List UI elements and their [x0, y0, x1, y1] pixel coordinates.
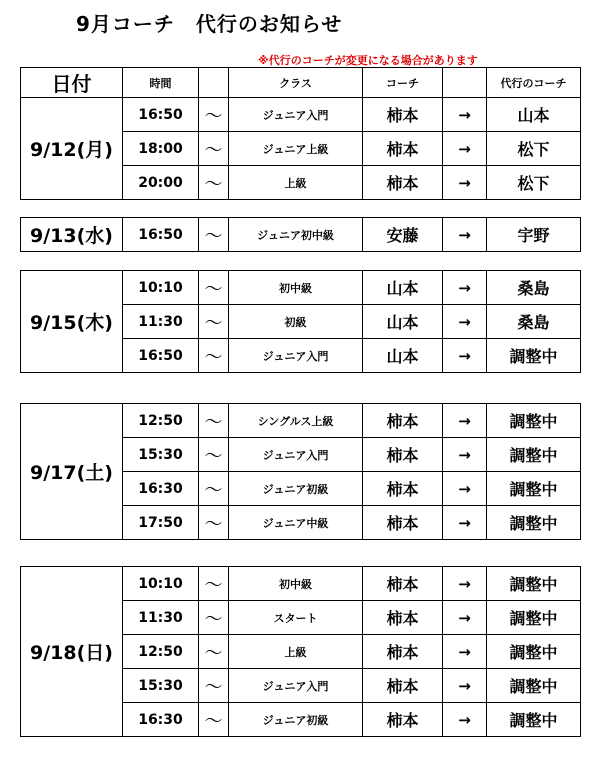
tilde-cell: 〜 — [199, 305, 229, 339]
tilde-cell: 〜 — [199, 132, 229, 166]
coach-cell: 柿本 — [363, 601, 443, 635]
tilde-cell: 〜 — [199, 98, 229, 132]
tilde-cell: 〜 — [199, 472, 229, 506]
time-cell: 15:30 — [123, 669, 199, 703]
arrow-cell: → — [443, 601, 487, 635]
time-cell: 12:50 — [123, 404, 199, 438]
substitute-cell: 桑島 — [487, 305, 581, 339]
time-cell: 17:50 — [123, 506, 199, 540]
arrow-cell: → — [443, 669, 487, 703]
time-cell: 16:30 — [123, 703, 199, 737]
class-cell: 上級 — [229, 635, 363, 669]
class-cell: ジュニア初中級 — [229, 218, 363, 252]
coach-cell: 柿本 — [363, 438, 443, 472]
time-cell: 10:10 — [123, 271, 199, 305]
header-substitute: 代行のコーチ — [487, 68, 581, 98]
tilde-cell: 〜 — [199, 271, 229, 305]
arrow-cell: → — [443, 339, 487, 373]
arrow-cell: → — [443, 472, 487, 506]
header-row — [21, 68, 581, 98]
arrow-cell: → — [443, 506, 487, 540]
arrow-cell: → — [443, 404, 487, 438]
day-table — [20, 270, 581, 373]
tilde-cell: 〜 — [199, 339, 229, 373]
substitute-cell: 桑島 — [487, 271, 581, 305]
tilde-cell: 〜 — [199, 506, 229, 540]
arrow-cell: → — [443, 703, 487, 737]
substitute-cell: 松下 — [487, 166, 581, 200]
header-coach: コーチ — [363, 68, 443, 98]
arrow-cell: → — [443, 166, 487, 200]
time-cell: 16:50 — [123, 339, 199, 373]
class-cell: ジュニア入門 — [229, 98, 363, 132]
time-cell: 11:30 — [123, 601, 199, 635]
class-cell: 初中級 — [229, 271, 363, 305]
table-row — [21, 98, 581, 132]
arrow-cell: → — [443, 132, 487, 166]
substitute-cell: 調整中 — [487, 635, 581, 669]
time-cell: 12:50 — [123, 635, 199, 669]
header-tilde-blank — [199, 68, 229, 98]
tilde-cell: 〜 — [199, 218, 229, 252]
tilde-cell: 〜 — [199, 404, 229, 438]
coach-cell: 柿本 — [363, 567, 443, 601]
time-cell: 10:10 — [123, 567, 199, 601]
tilde-cell: 〜 — [199, 669, 229, 703]
time-cell: 16:50 — [123, 98, 199, 132]
date-cell: 9/12(月) — [21, 98, 123, 200]
tilde-cell: 〜 — [199, 438, 229, 472]
substitute-cell: 調整中 — [487, 567, 581, 601]
coach-cell: 山本 — [363, 305, 443, 339]
arrow-cell: → — [443, 98, 487, 132]
arrow-cell: → — [443, 635, 487, 669]
table-row — [21, 271, 581, 305]
class-cell: ジュニア入門 — [229, 669, 363, 703]
arrow-cell: → — [443, 567, 487, 601]
arrow-cell: → — [443, 218, 487, 252]
class-cell: スタート — [229, 601, 363, 635]
coach-cell: 柿本 — [363, 506, 443, 540]
class-cell: シングルス上級 — [229, 404, 363, 438]
substitute-cell: 調整中 — [487, 339, 581, 373]
class-cell: ジュニア初級 — [229, 703, 363, 737]
coach-cell: 山本 — [363, 271, 443, 305]
header-date: 日付 — [21, 68, 123, 98]
day-table — [20, 67, 581, 200]
class-cell: ジュニア入門 — [229, 339, 363, 373]
substitute-cell: 山本 — [487, 98, 581, 132]
arrow-cell: → — [443, 271, 487, 305]
time-cell: 11:30 — [123, 305, 199, 339]
table-row — [21, 218, 581, 252]
coach-cell: 柿本 — [363, 703, 443, 737]
coach-cell: 山本 — [363, 339, 443, 373]
class-cell: 上級 — [229, 166, 363, 200]
coach-cell: 柿本 — [363, 669, 443, 703]
table-row — [21, 567, 581, 601]
class-cell: ジュニア上級 — [229, 132, 363, 166]
tilde-cell: 〜 — [199, 703, 229, 737]
tilde-cell: 〜 — [199, 166, 229, 200]
day-table — [20, 403, 581, 540]
tilde-cell: 〜 — [199, 635, 229, 669]
substitute-cell: 調整中 — [487, 472, 581, 506]
class-cell: ジュニア初級 — [229, 472, 363, 506]
date-cell: 9/18(日) — [21, 567, 123, 737]
class-cell: 初中級 — [229, 567, 363, 601]
substitute-cell: 調整中 — [487, 669, 581, 703]
table-row — [21, 404, 581, 438]
coach-cell: 柿本 — [363, 132, 443, 166]
day-table — [20, 566, 581, 737]
class-cell: ジュニア入門 — [229, 438, 363, 472]
substitute-cell: 調整中 — [487, 703, 581, 737]
coach-cell: 柿本 — [363, 472, 443, 506]
time-cell: 16:50 — [123, 218, 199, 252]
time-cell: 20:00 — [123, 166, 199, 200]
date-cell: 9/13(水) — [21, 218, 123, 252]
date-cell: 9/17(土) — [21, 404, 123, 540]
arrow-cell: → — [443, 305, 487, 339]
class-cell: 初級 — [229, 305, 363, 339]
header-time: 時間 — [123, 68, 199, 98]
time-cell: 16:30 — [123, 472, 199, 506]
coach-cell: 柿本 — [363, 635, 443, 669]
tilde-cell: 〜 — [199, 567, 229, 601]
time-cell: 18:00 — [123, 132, 199, 166]
substitute-cell: 調整中 — [487, 506, 581, 540]
coach-cell: 柿本 — [363, 404, 443, 438]
substitute-cell: 調整中 — [487, 404, 581, 438]
arrow-cell: → — [443, 438, 487, 472]
change-notice: ※代行のコーチが変更になる場合があります — [258, 54, 478, 67]
coach-cell: 安藤 — [363, 218, 443, 252]
substitute-cell: 宇野 — [487, 218, 581, 252]
day-table — [20, 217, 581, 252]
substitute-cell: 調整中 — [487, 438, 581, 472]
class-cell: ジュニア中級 — [229, 506, 363, 540]
time-cell: 15:30 — [123, 438, 199, 472]
page-title: 9月コーチ 代行のお知らせ — [76, 12, 343, 36]
coach-cell: 柿本 — [363, 166, 443, 200]
date-cell: 9/15(木) — [21, 271, 123, 373]
substitute-cell: 松下 — [487, 132, 581, 166]
substitute-cell: 調整中 — [487, 601, 581, 635]
coach-cell: 柿本 — [363, 98, 443, 132]
tilde-cell: 〜 — [199, 601, 229, 635]
header-class: クラス — [229, 68, 363, 98]
header-arrow-blank — [443, 68, 487, 98]
